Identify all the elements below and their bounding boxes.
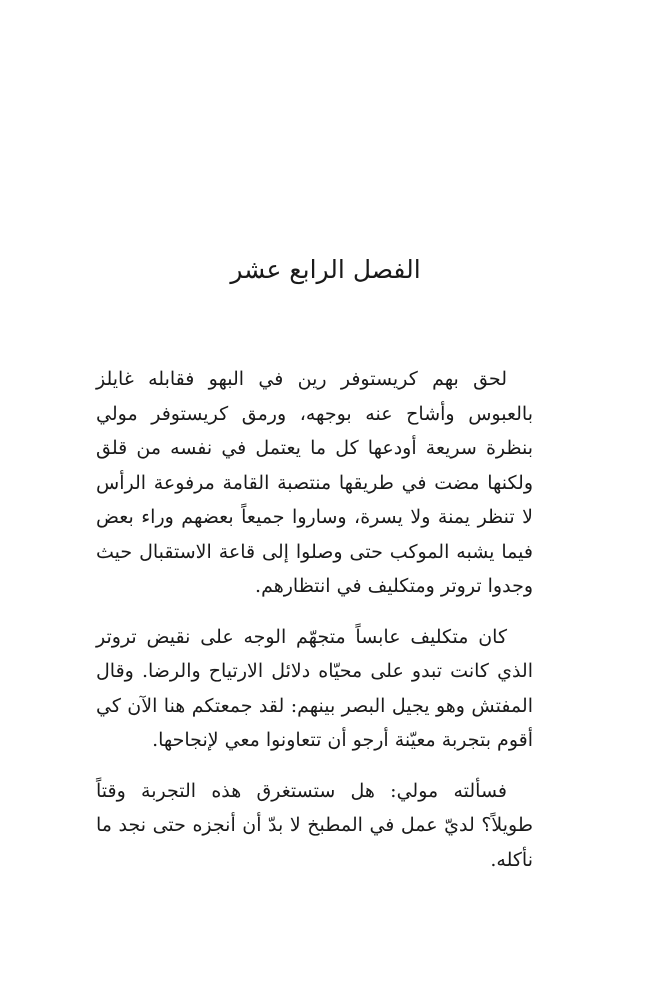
- chapter-body: [96, 362, 533, 893]
- paragraph: لحق بهم كريستوفر رين في البهو فقابله غايلز بالعبوس وأشاح عنه بوجهه، ورمق كريستوفر مولي بنظرة سريعة أودعها كل ما يعتمل في نفسه من قلق ولكنها مضت في طريقها منتصبة القامة مرفوعة الرأس لا تنظر يمنة ولا يسرة، وساروا جميعاً بعضهم وراء بعض فيما يشبه الموكب حتى وصلوا إلى قاعة الاستقبال حيث وجدوا تروتر ومتكليف في انتظارهم.: [96, 368, 533, 597]
- paragraph: كان متكليف عابساً متجهّم الوجه على نقيض تروتر الذي كانت تبدو على محيّاه دلائل الارتياح والرضا. وقال المفتش وهو يجيل البصر بينهم: لقد جمعتكم هنا الآن كي أقوم بتجربة معيّنة أرجو أن تتعاونوا معي لإنجاحها.: [96, 625, 533, 751]
- chapter-title: الفصل الرابع عشر: [230, 255, 421, 284]
- paragraph: فسألته مولي: هل ستستغرق هذه التجربة وقتاً طويلاً؟ لديّ عمل في المطبخ لا بدّ أن أنجزه حتى نجد ما نأكله.: [96, 779, 533, 871]
